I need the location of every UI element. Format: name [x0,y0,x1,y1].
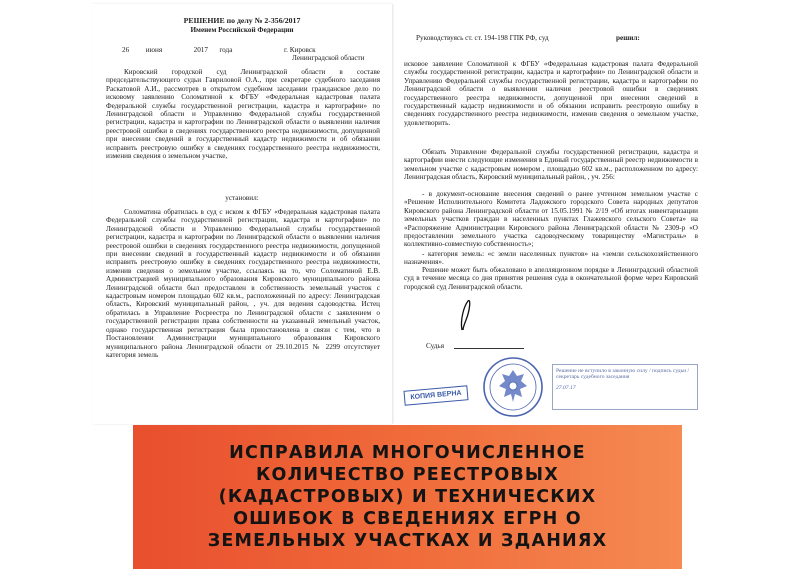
signature-line [454,348,524,349]
promo-banner [133,425,682,569]
ruling-basis: Руководствуясь ст. ст. 194-198 ГПК РФ, суд [416,34,549,42]
ruling-paragraph-5: Решение может быть обжаловано в апелляционном порядке в Ленинградский областной суд в течение месяца со дня принятия решения суда в окончательной форме через Кировский городской суд Ленинградской области. [404,266,698,291]
copy-true-stamp: КОПИЯ ВЕРНА [403,385,468,406]
place-city: г. Кировск [284,46,316,54]
date-year: 2017 [193,46,208,54]
banner-headline: ИСПРАВИЛА МНОГОЧИСЛЕННОЕ КОЛИЧЕСТВО РЕЕСТРОВЫХ (КАДАСТРОВЫХ) И ТЕХНИЧЕСКИХ ОШИБОК В СВЕДЕНИЯХ ЕГРН О ЗЕМЕЛЬНЫХ УЧАСТКАХ И ЗДАНИЯХ [207,443,608,551]
court-stamp-text: Решение не вступило в законную силу / подпись судьи / секретарь судебного заседания [556,368,690,381]
date-day: 26 [122,46,130,54]
ruling-paragraph-3: - в документ-основание внесения сведений о ранее учтенном земельном участке с «Решение Исполнительного Комитета Ладожского городского Совета народных депутатов Кировского района Ленинградской области от 15.05.1991 № 2/19 «Об итогах инвентаризации земельных участков граждан в населенных пунктах Глажевского сельского Совета» на «Распоряжение Администрации Кировского района Ленинградской области № 2309-р «О предоставлении земельного участка садоводческому товариществу «Магистраль» в коллективно-совместную собственность»; [404,190,698,249]
established-label: установил: [225,194,259,202]
place-region: Ленинградской области [292,54,365,63]
decision-place [284,46,384,63]
decision-intro: Кировский городской суд Ленинградской области в составе председательствующего судьи Гавриловой О.А., при секретаре судебного заседания Раскатовой А.И., рассмотрев в открытом судебном заседании гражданское дело по исковому заявлению Соломатиной к ФГБУ «Федеральная кадастровая палата Федеральной службы государственной регистрации, кадастра и картографии» по Ленинградской области и Управлению Федеральной службы государственной регистрации, кадастра и картографии по Ленинградской области о выявлении наличия реестровой ошибки в сведениях государственного реестра недвижимости, допущенной при внесении сведений в государственный кадастр недвижимости и об обязании исправить реестровую ошибку в сведениях государственного реестра недвижимости, изменив сведения о земельном участке, [106,68,380,161]
decision-title: РЕШЕНИЕ по делу № 2-356/2017 [183,16,301,25]
ruling-paragraph-4: - категория земель: «с земли населенных пунктов» на «земли сельскохозяйственного назначения». [404,250,698,267]
date-month: июня [145,46,163,54]
decision-subtitle: Именем Российской Федерации [190,26,294,34]
ruling-paragraph-1: исковое заявление Соломатиной к ФГБУ «Федеральная кадастровая палата Федеральной службы государственной регистрации, кадастра и картографии» по Ленинградской области и Управлению Федеральной службы государственной регистрации, кадастра и картографии по Ленинградской области о выявлении наличия реестровой ошибки в сведениях государственного реестра недвижимости, допущенной при внесении сведений в государственный кадастр недвижимости и об обязании исправить реестровую ошибку в сведениях государственного реестра недвижимости, изменив сведения о земельном участке, удовлетворить. [404,60,698,127]
ruling-paragraph-2: Обязать Управление Федеральной службы государственной регистрации, кадастра и картографии внести следующие изменения в Единый государственный реестр недвижимости в земельном участке с кадастровым номером , площадью 602 кв.м., расположенном по адресу: Ленинградская область, Кировский муниципальный район, , уч. 256: [404,148,698,182]
judge-signature [454,298,476,332]
ruling-header [416,34,700,42]
court-decision-page-2 [398,4,710,424]
date-suffix: года [219,46,233,54]
judge-label: Судья [426,342,444,350]
court-stamp-box [552,364,698,410]
ruling-decided-label: решил: [616,34,640,42]
court-seal-emblem [482,356,544,418]
court-stamp-date: 27.07.17 [556,384,576,391]
decision-body: Соломатина обратилась в суд с иском к ФГБУ «Федеральная кадастровая палата Федеральной службы государственной регистрации, кадастра и картографии» по Ленинградской области и Управлению Федеральной службы государственной регистрации, кадастра и картографии по Ленинградской области о выявлении наличия реестровой ошибки в сведениях государственного реестра недвижимости, допущенной при внесении сведений в государственный кадастр недвижимости и об обязании исправить реестровую ошибку в сведениях государственного реестра недвижимости, изменив сведения о земельном участке, ссылаясь на то, что Соломатиной Е.В. Администрацией муниципального образования Кировского муниципального района Ленинградской области был предоставлен в собственность земельный участок с кадастровым номером площадью 602 кв.м., расположенный по адресу: Ленинградская область, Кировский муниципальный район, , уч. для ведения садоводства. Истец обратилась в Управление Росреестра по Ленинградской области с заявлением о государственной регистрации права собственности на указанный земельный участок, однако государственная регистрация была приостановлена в связи с тем, что в Постановлении Администрации муниципального образования Кировского муниципального района Ленинградской области от 29.10.2015 № 2299 отсутствует категория земель [106,208,380,359]
court-decision-page-1 [92,4,392,424]
